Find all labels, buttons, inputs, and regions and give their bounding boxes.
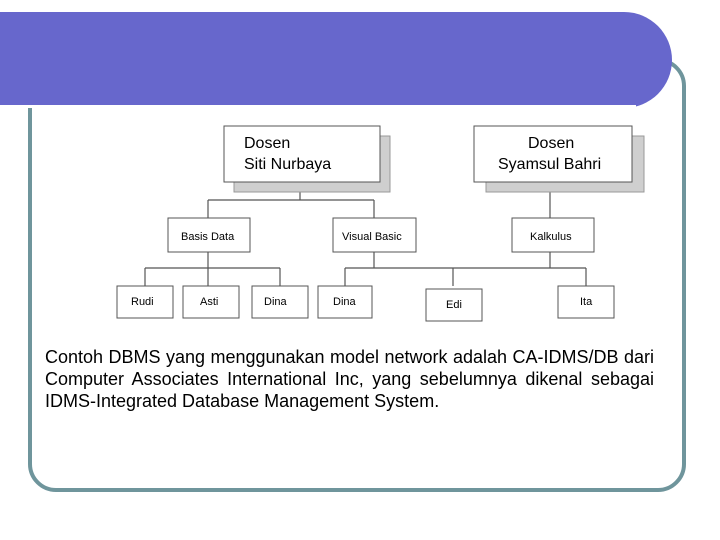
course-label: Visual Basic	[342, 231, 402, 243]
student-node-5	[426, 289, 482, 321]
student-label: Dina	[333, 296, 356, 308]
course-label: Kalkulus	[530, 231, 572, 243]
student-node-2	[183, 286, 239, 318]
student-label: Ita	[580, 296, 593, 308]
owner-title: Dosen	[244, 135, 291, 152]
student-label: Dina	[264, 296, 287, 308]
course-node-3	[512, 218, 594, 252]
student-node-4	[318, 286, 372, 318]
student-label: Edi	[446, 299, 462, 311]
student-label: Rudi	[131, 296, 154, 308]
course-label: Basis Data	[181, 231, 235, 243]
caption-text: Contoh DBMS yang menggunakan model network adalah CA-IDMS/DB dari Computer Associates International Inc, yang sebelumnya dikenal sebagai IDMS-Integrated Database Management System.	[45, 347, 654, 411]
student-node-1	[117, 286, 173, 318]
owner-node-2	[474, 126, 644, 192]
student-label: Asti	[200, 296, 219, 308]
course-node-2	[333, 218, 416, 252]
owner-name: Siti Nurbaya	[244, 156, 332, 173]
student-node-6	[558, 286, 614, 318]
student-node-3	[252, 286, 308, 318]
owner-node-1	[224, 126, 390, 192]
course-node-1	[168, 218, 250, 252]
owner-title: Dosen	[528, 135, 575, 152]
owner-name: Syamsul Bahri	[498, 156, 602, 173]
